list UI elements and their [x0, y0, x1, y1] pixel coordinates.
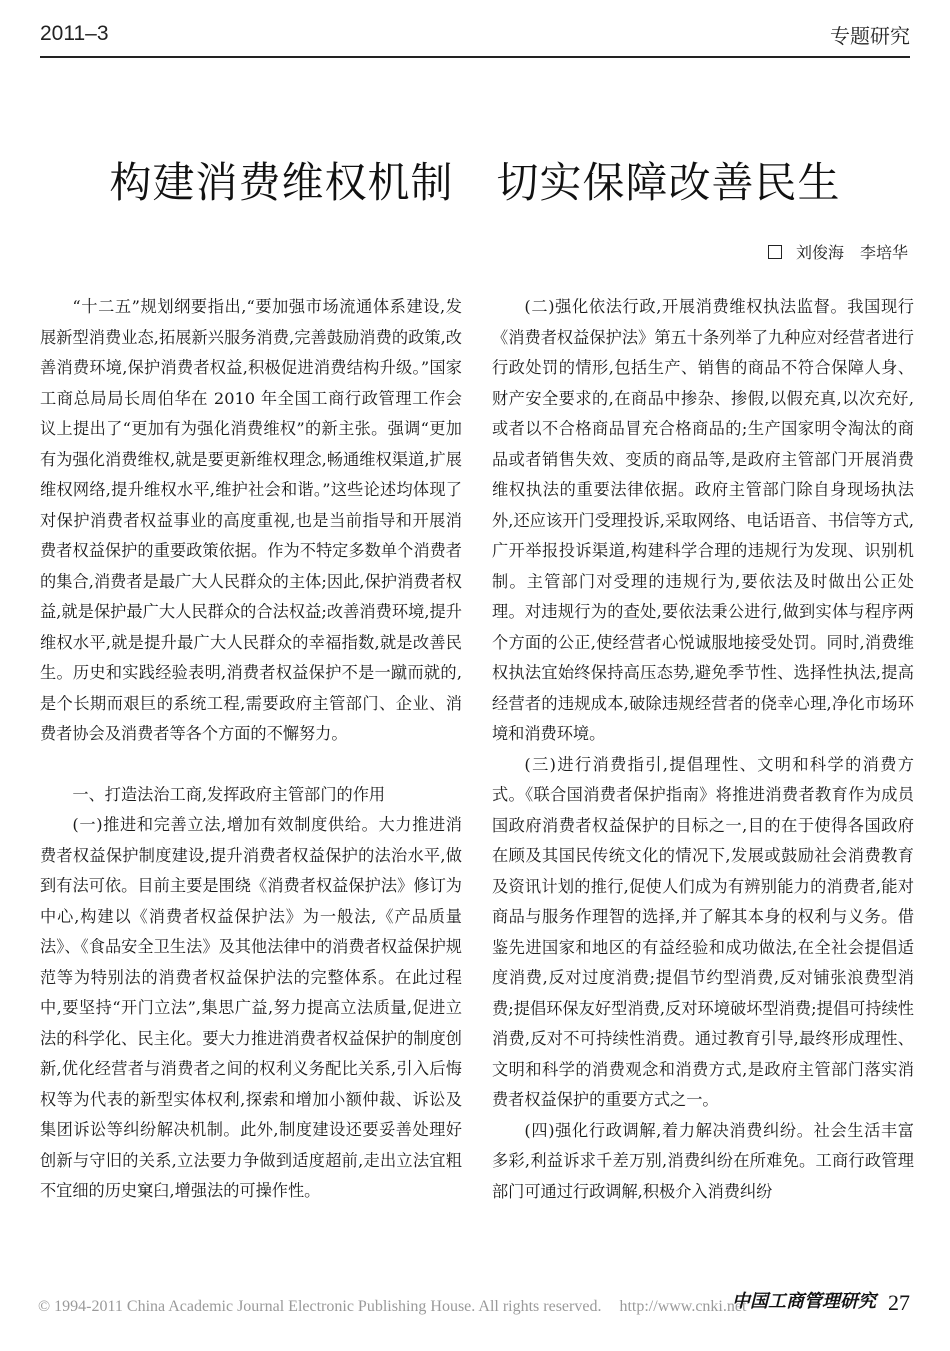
section-label: 专题研究	[830, 24, 910, 48]
section-heading: 一、打造法治工商,发挥政府主管部门的作用	[72, 784, 386, 804]
issue-number: 2011–3	[40, 22, 109, 45]
square-bullet-icon	[768, 245, 782, 259]
body-paragraph: (一)推进和完善立法,增加有效制度供给。大力推进消费者权益保护制度建设,提升消费者权益保护的法治水平,做到有法可依。目前主要是围绕《消费者权益保护法》修订为中心,构建以《消费者权益保护法》为一般法,《产品质量法》、《食品安全卫生法》及其他法律中的消费者权益保护规范等为特别法的消费者权益保护法的完整体系。在此过程中,要坚持“开门立法”,集思广益,努力提高立法质量,促进立法的科学化、民主化。要大力推进消费者权益保护的制度创新,优化经营者与消费者之间的权利义务配比关系,引入后悔权等为代表的新型实体权利,探索和增加小额仲裁、诉讼及集团诉讼等纠纷解决机制。此外,制度建设还要妥善处理好创新与守旧的关系,立法要力争做到适度超前,走出立法宜粗不宜细的历史窠臼,增强法的可操作性。	[40, 815, 462, 1200]
header-divider	[40, 56, 910, 58]
footer-url[interactable]: http://www.cnki.net	[619, 1298, 747, 1315]
page-number: 27	[888, 1290, 910, 1315]
copyright-text: © 1994-2011 China Academic Journal Electronic Publishing House. All rights reserved.	[38, 1298, 602, 1315]
article-title: 构建消费维权机制 切实保障改善民生	[109, 158, 841, 207]
byline	[768, 240, 908, 263]
right-column	[492, 292, 914, 1207]
body-paragraph: (四)强化行政调解,着力解决消费纠纷。社会生活丰富多彩,利益诉求千差万别,消费纠纷在所难免。工商行政管理部门可通过行政调解,积极介入消费纠纷	[492, 1120, 914, 1201]
copyright-notice	[38, 1298, 746, 1316]
body-paragraph: (二)强化依法行政,开展消费维权执法监督。我国现行《消费者权益保护法》第五十条列举了九种应对经营者进行行政处罚的情形,包括生产、销售的商品不符合保障人身、财产安全要求的,在商品中掺杂、掺假,以假充真,以次充好,或者以不合格商品冒充合格商品的;生产国家明令淘汰的商品或者销售失效、变质的商品等,是政府主管部门开展消费维权执法的重要法律依据。政府主管部门除自身现场执法外,还应该开门受理投诉,采取网络、电话语音、书信等方式,广开举报投诉渠道,构建科学合理的违规行为发现、识别机制。主管部门对受理的违规行为,要依法及时做出公正处理。对违规行为的查处,要依法秉公进行,做到实体与程序两个方面的公正,使经营者心悦诚服地接受处罚。同时,消费维权执法宜始终保持高压态势,避免季节性、选择性执法,提高经营者的违规成本,破除违规经营者的侥幸心理,净化市场环境和消费环境。	[492, 297, 914, 743]
body-paragraph: (三)进行消费指引,提倡理性、文明和科学的消费方式。《联合国消费者保护指南》将推进消费者教育作为成员国政府消费者权益保护的目标之一,目的在于使得各国政府在顾及其国民传统文化的情况下,发展或鼓励社会消费教育及资讯计划的推行,促使人们成为有辨别能力的消费者,能对商品与服务作理智的选择,并了解其本身的权利与义务。借鉴先进国家和地区的有益经验和成功做法,在全社会提倡适度消费,反对过度消费;提倡节约型消费,反对铺张浪费型消费;提倡环保友好型消费,反对环境破坏型消费;提倡可持续性消费,反对不可持续性消费。通过教育引导,最终形成理性、文明和科学的消费观念和消费方式,是政府主管部门落实消费者权益保护的重要方式之一。	[492, 754, 914, 1109]
left-column	[40, 292, 462, 1207]
journal-name: 中国工商管理研究	[732, 1291, 876, 1312]
intro-paragraph: “十二五”规划纲要指出,“要加强市场流通体系建设,发展新型消费业态,拓展新兴服务消费,完善鼓励消费的政策,改善消费环境,保护消费者权益,积极促进消费结构升级。”国家工商总局局长周伯华在 2010 年全国工商行政管理工作会议上提出了“更加有为强化消费维权”的新主张。强调“更加有为强化消费维权,就是要更新维权理念,畅通维权渠道,扩展维权网络,提升维权水平,维护社会和谐。”这些论述均体现了对保护消费者权益事业的高度重视,也是当前指导和开展消费者权益保护的重要政策依据。作为不特定多数单个消费者的集合,消费者是最广大人民群众的主体;因此,保护消费者权益,就是保护最广大人民群众的合法权益;改善消费环境,提升维权水平,就是提升最广大人民群众的幸福指数,就是改善民生。历史和实践经验表明,消费者权益保护不是一蹴而就的,是个长期而艰巨的系统工程,需要政府主管部门、企业、消费者协会及消费者等各个方面的不懈努力。	[40, 297, 462, 743]
authors: 刘俊海 李培华	[795, 243, 908, 262]
